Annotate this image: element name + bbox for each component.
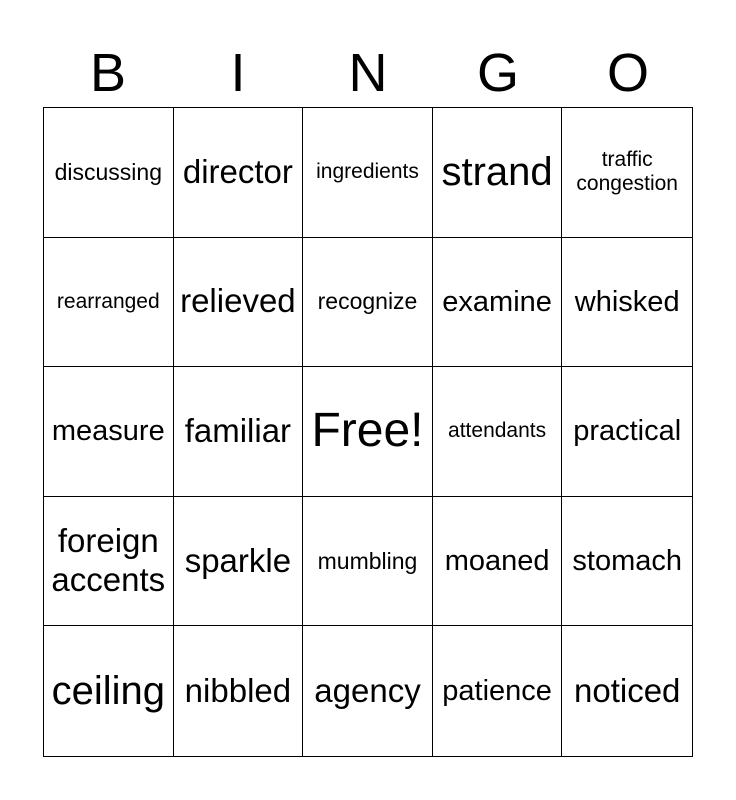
bingo-cell[interactable]: practical	[562, 367, 692, 497]
bingo-cell[interactable]: nibbled	[174, 626, 304, 756]
free-space-cell[interactable]: Free!	[303, 367, 433, 497]
bingo-cell[interactable]: discussing	[44, 108, 174, 238]
bingo-cell[interactable]: rearranged	[44, 238, 174, 368]
bingo-cell[interactable]: moaned	[433, 497, 563, 627]
bingo-cell[interactable]: ingredients	[303, 108, 433, 238]
bingo-cell[interactable]: measure	[44, 367, 174, 497]
bingo-cell[interactable]: strand	[433, 108, 563, 238]
bingo-cell[interactable]: agency	[303, 626, 433, 756]
header-letter-n: N	[348, 43, 388, 103]
bingo-cell[interactable]: director	[174, 108, 304, 238]
bingo-cell[interactable]: whisked	[562, 238, 692, 368]
bingo-cell[interactable]: familiar	[174, 367, 304, 497]
bingo-board	[43, 107, 693, 757]
bingo-cell[interactable]: examine	[433, 238, 563, 368]
bingo-cell[interactable]: traffic congestion	[562, 108, 692, 238]
bingo-cell[interactable]: ceiling	[44, 626, 174, 756]
header-letter-b: B	[89, 43, 127, 103]
bingo-cell[interactable]: recognize	[303, 238, 433, 368]
header-letter-o: O	[606, 43, 649, 103]
header-letter-g: G	[476, 43, 519, 103]
bingo-cell[interactable]: attendants	[433, 367, 563, 497]
bingo-header	[43, 40, 693, 106]
bingo-cell[interactable]: relieved	[174, 238, 304, 368]
bingo-cell[interactable]: noticed	[573, 671, 681, 709]
bingo-cell[interactable]: stomach	[562, 497, 692, 627]
bingo-cell[interactable]: sparkle	[174, 497, 304, 627]
header-letter-i: I	[230, 43, 246, 103]
bingo-cell[interactable]: patience	[433, 626, 563, 756]
bingo-cell[interactable]: mumbling	[303, 497, 433, 627]
bingo-cell[interactable]: foreign accents	[44, 497, 174, 627]
